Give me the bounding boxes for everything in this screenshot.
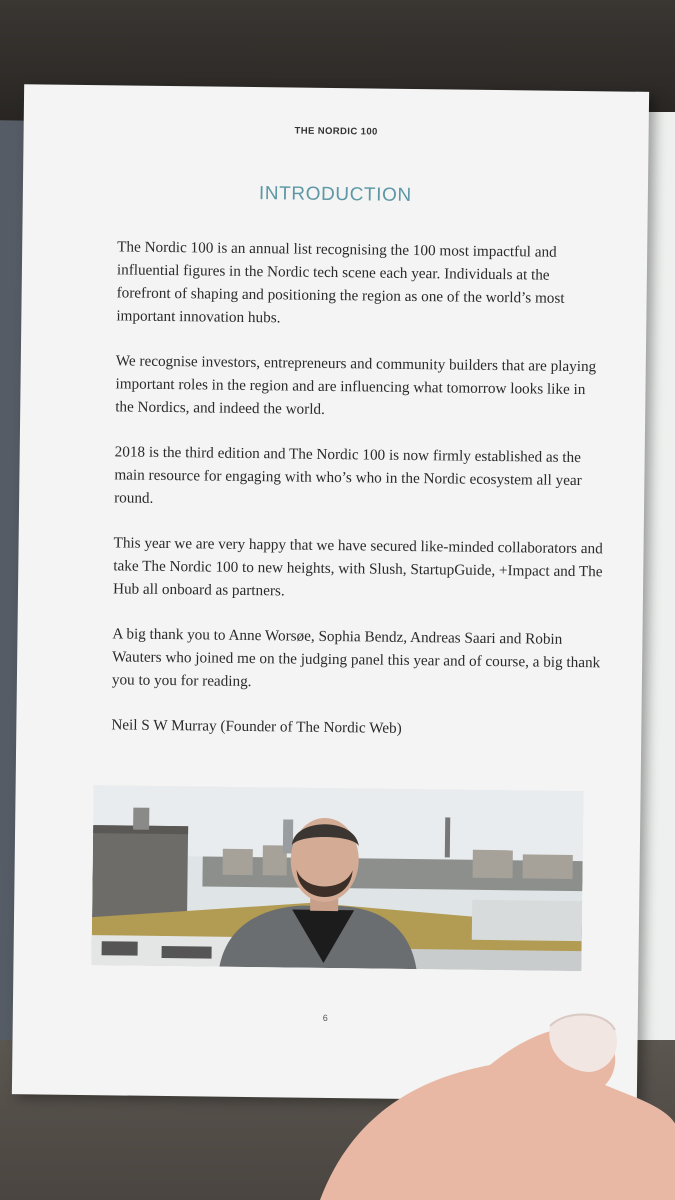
body-text <box>111 235 607 764</box>
page-title: INTRODUCTION <box>258 183 412 206</box>
page-number: 6 <box>322 1012 328 1023</box>
paragraph: This year we are very happy that we have secured like-minded collaborators and take The Nordic 100 to new heights, with Slush, StartupGuide, +Impact and The Hub all onboard as partners. <box>112 534 603 600</box>
signature: Neil S W Murray (Founder of The Nordic Web) <box>111 716 402 737</box>
running-head: THE NORDIC 100 <box>294 125 378 138</box>
hand-holding-book <box>320 1000 675 1200</box>
paragraph: The Nordic 100 is an annual list recognising the 100 most impactful and influential figures in the Nordic tech scene each year. Individuals at the forefront of shaping and positioning the region as one of the world’s most important innovation hubs. <box>116 238 565 327</box>
paragraph: 2018 is the third edition and The Nordic 100 is now firmly established as the main resource for engaging with who’s who in the Nordic ecosystem all year round. <box>114 443 582 507</box>
photo-illustration <box>91 785 583 971</box>
paragraph: We recognise investors, entrepreneurs and community builders that are playing important roles in the region and are influencing what tomorrow looks like in the Nordics, and indeed the world. <box>115 352 597 418</box>
paragraph: A big thank you to Anne Worsøe, Sophia Bendz, Andreas Saari and Robin Wauters who joined me on the judging panel this year and of course, a big thank you to you for reading. <box>111 625 601 691</box>
book-page <box>12 84 649 1102</box>
portrait-photo <box>91 785 583 971</box>
